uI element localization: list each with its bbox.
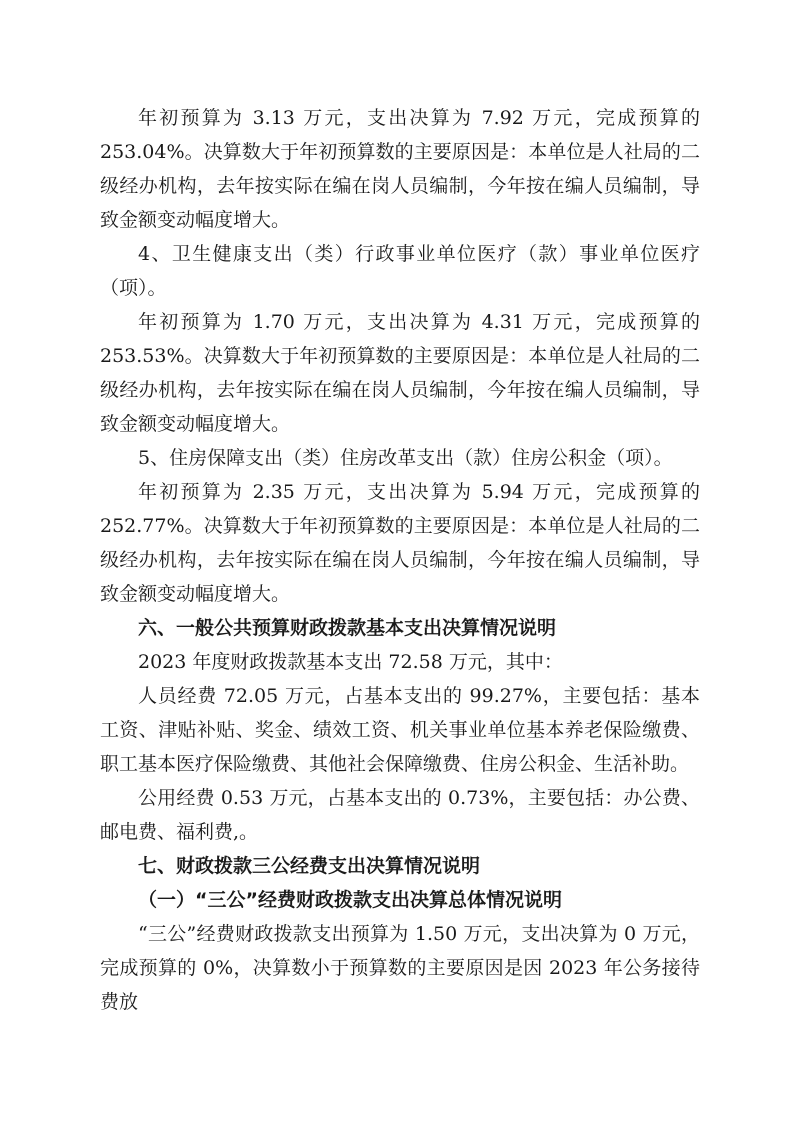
paragraph-item4-budget: 年初预算为 1.70 万元，支出决算为 4.31 万元，完成预算的253.53%。决算数大于年初预算数的主要原因是：本单位是人社局的二级经办机构，去年按实际在编在岗人员编制，今年按在编人员编制，导致金额变动幅度增大。 <box>100 311 700 435</box>
paragraph-item3-budget: 年初预算为 3.13 万元，支出决算为 7.92 万元，完成预算的253.04%。决算数大于年初预算数的主要原因是：本单位是人社局的二级经办机构，去年按实际在编在岗人员编制，今年按在编人员编制，导致金额变动幅度增大。 <box>100 107 700 231</box>
section-heading-seven: 七、财政拨款三公经费支出决算情况说明 <box>138 855 481 877</box>
paragraph-item5-budget: 年初预算为 2.35 万元，支出决算为 5.94 万元，完成预算的252.77%。决算数大于年初预算数的主要原因是：本单位是人社局的二级经办机构，去年按实际在编在岗人员编制，今年按在编人员编制，导致金额变动幅度增大。 <box>100 481 700 605</box>
paragraph-public-expense: 公用经费 0.53 万元，占基本支出的 0.73%，主要包括：办公费、邮电费、福利费,。 <box>100 787 700 843</box>
paragraph-three-public-budget: “三公”经费财政拨款支出预算为 1.50 万元，支出决算为 0 万元，完成预算的 0%，决算数小于预算数的主要原因是因 2023 年公务接待费放 <box>100 923 700 1013</box>
subsection-heading-three-public: （一）“三公”经费财政拨款支出决算总体情况说明 <box>138 889 562 911</box>
section-heading-six: 六、一般公共预算财政拨款基本支出决算情况说明 <box>138 617 557 639</box>
paragraph-item4-title: 4、卫生健康支出（类）行政事业单位医疗（款）事业单位医疗（项）。 <box>100 243 700 299</box>
paragraph-basic-expense-total: 2023 年度财政拨款基本支出 72.58 万元，其中： <box>138 651 563 673</box>
paragraph-item5-title: 5、住房保障支出（类）住房改革支出（款）住房公积金（项）。 <box>138 447 673 469</box>
paragraph-personnel-expense: 人员经费 72.05 万元，占基本支出的 99.27%，主要包括：基本工资、津贴补贴、奖金、绩效工资、机关事业单位基本养老保险缴费、职工基本医疗保险缴费、其他社会保障缴费、住房公积金、生活补助。 <box>100 685 700 775</box>
